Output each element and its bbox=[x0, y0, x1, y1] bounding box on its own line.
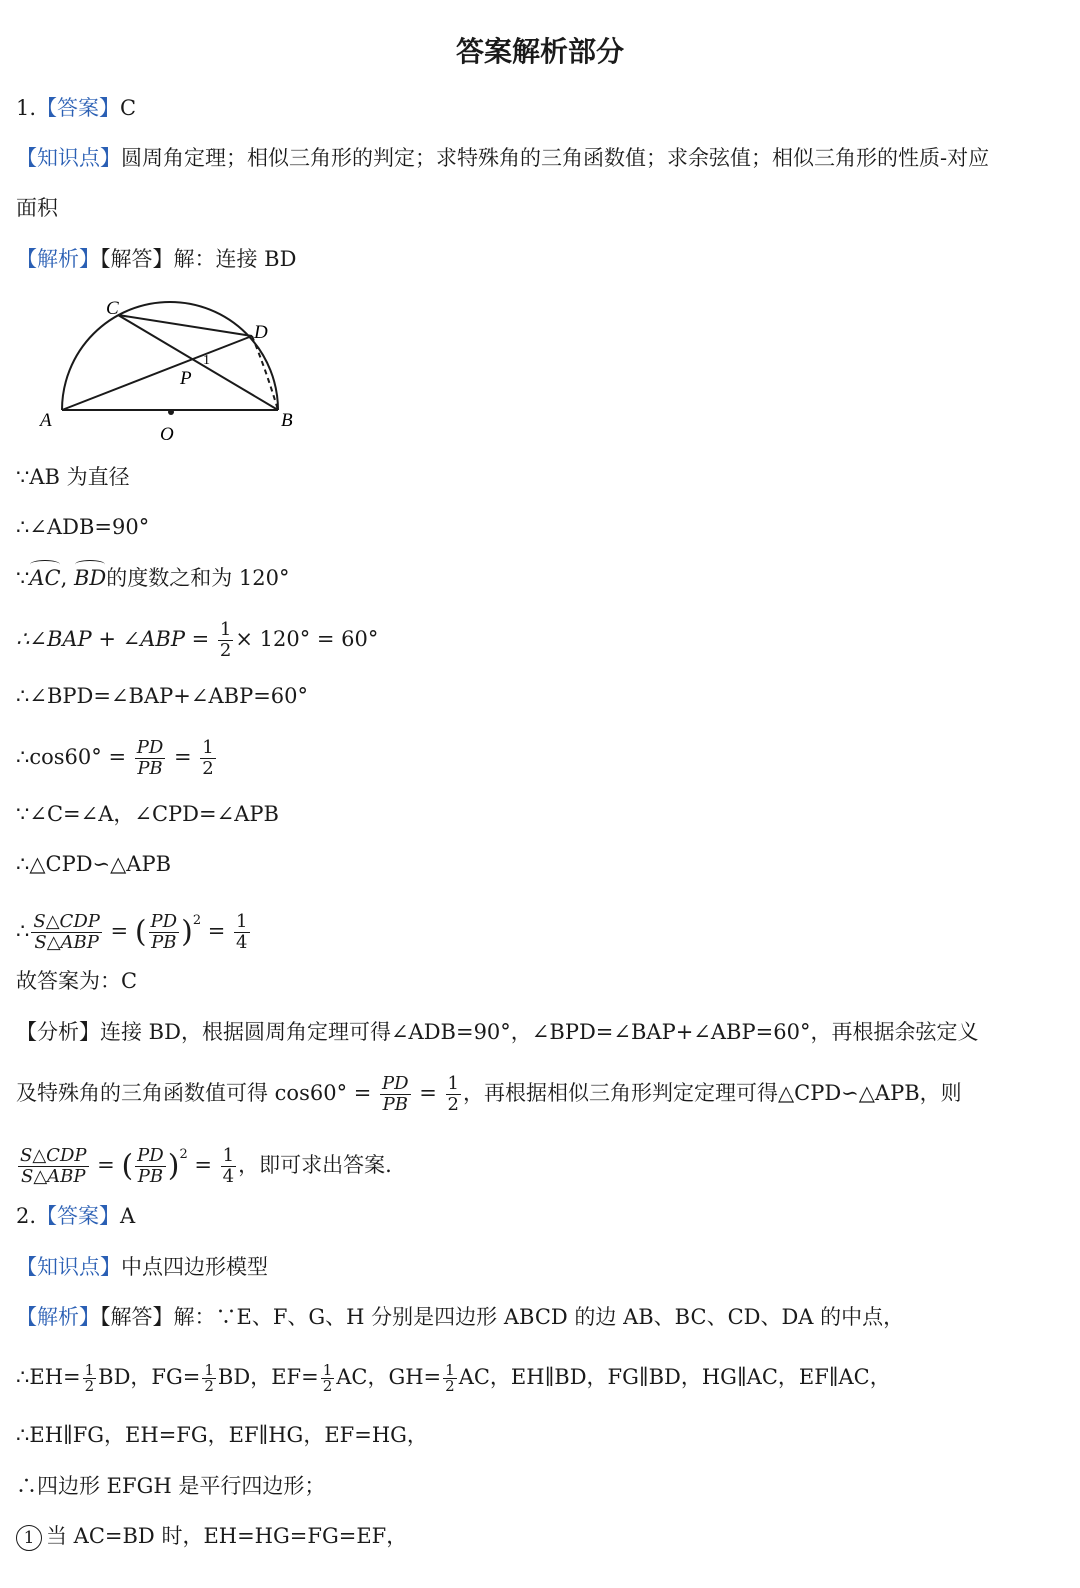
page-title: 答案解析部分 bbox=[455, 35, 624, 68]
solution-tag: 【解答】 bbox=[100, 1305, 174, 1329]
numerator: 1 bbox=[204, 1361, 214, 1379]
fenxi-text-1: 连接 BD，根据圆周角定理可得∠ADB=90°，∠BPD=∠BAP+∠ABP=60°，再根据余弦定义 bbox=[100, 1020, 979, 1044]
q1-knowledge-line bbox=[16, 143, 989, 173]
step-10: 故答案为：C bbox=[16, 969, 138, 993]
numerator: 1 bbox=[202, 737, 214, 758]
numerator: PD bbox=[136, 737, 164, 758]
q2-knowledge-line bbox=[16, 1252, 268, 1282]
fenxi-tag: 【分析】 bbox=[16, 1020, 100, 1044]
step-6 bbox=[16, 738, 218, 779]
analysis-tag: 【解析】 bbox=[16, 247, 100, 271]
dashed-bd bbox=[252, 336, 278, 410]
step-4-prefix: ∴∠BAP + ∠ABP = bbox=[16, 627, 216, 651]
numerator: PD bbox=[150, 911, 178, 932]
q2-step-2: ∴EH∥FG，EH=FG，EF∥HG，EF=HG， bbox=[16, 1423, 428, 1447]
exponent: 2 bbox=[179, 1147, 188, 1162]
label-d: D bbox=[254, 322, 268, 343]
fraction-half bbox=[321, 1363, 335, 1394]
numerator: S△CDP bbox=[33, 911, 100, 932]
step-9 bbox=[16, 906, 252, 953]
denominator: 2 bbox=[445, 1377, 455, 1395]
q2-answer-line bbox=[16, 1201, 135, 1231]
denominator: S△ABP bbox=[20, 1166, 86, 1187]
q1-knowledge-line-2: 面积 bbox=[16, 196, 58, 220]
denominator: PB bbox=[151, 932, 177, 953]
q2-knowledge-text: 中点四边形模型 bbox=[121, 1255, 268, 1279]
q1-analysis-line bbox=[16, 244, 296, 274]
numerator: 1 bbox=[222, 1145, 235, 1166]
numerator: S△CDP bbox=[20, 1145, 87, 1166]
text: AC，GH= bbox=[336, 1365, 442, 1389]
fenxi-text-3: ，即可求出答案. bbox=[238, 1153, 392, 1177]
equals: = bbox=[167, 745, 199, 769]
label-p: P bbox=[180, 368, 192, 389]
fraction-pd-pb bbox=[135, 738, 166, 779]
q2-analysis-text: 解：∵E、F、G、H 分别是四边形 ABCD 的边 AB、BC、CD、DA 的中点， bbox=[173, 1305, 905, 1329]
step-2: ∴∠ADB=90° bbox=[16, 515, 150, 539]
fenxi-text-2b: ，再根据相似三角形判定定理可得△CPD∽△APB，则 bbox=[462, 1081, 962, 1105]
label-b: B bbox=[281, 410, 293, 431]
fraction-pd-pb bbox=[149, 912, 180, 953]
circled-number-1: 1 bbox=[16, 1525, 42, 1551]
denominator: 4 bbox=[236, 932, 248, 953]
q1-answer: C bbox=[120, 96, 137, 120]
denominator: PB bbox=[137, 1166, 164, 1187]
chord-ad bbox=[62, 336, 252, 410]
denominator: PB bbox=[382, 1094, 408, 1115]
solution-tag: 【解答】 bbox=[100, 247, 174, 271]
step-3-sep: , bbox=[60, 566, 74, 590]
fenxi-line-3 bbox=[16, 1140, 392, 1187]
label-a: A bbox=[40, 410, 52, 431]
step-3 bbox=[16, 563, 290, 593]
step-4-text: × 120° = 60° bbox=[235, 627, 379, 651]
equals: = bbox=[103, 919, 135, 943]
q1-answer-line bbox=[16, 93, 136, 123]
numerator: 1 bbox=[445, 1361, 455, 1379]
fraction-area-ratio bbox=[18, 1146, 89, 1187]
step-8: ∴△CPD∽△APB bbox=[16, 852, 172, 876]
equals: = bbox=[412, 1081, 444, 1105]
q1-knowledge-text: 圆周角定理；相似三角形的判定；求特殊角的三角函数值；求余弦值；相似三角形的性质-对应 bbox=[121, 146, 990, 170]
label-o: O bbox=[160, 424, 174, 444]
numerator: 1 bbox=[447, 1073, 459, 1094]
fraction-half bbox=[443, 1363, 457, 1394]
equals: = bbox=[187, 1153, 219, 1177]
numerator: PD bbox=[137, 1145, 164, 1166]
step-9-prefix: ∴ bbox=[16, 919, 30, 943]
fraction-pd-pb bbox=[380, 1074, 411, 1115]
denominator: S△ABP bbox=[34, 932, 99, 953]
arc-ac: AC bbox=[29, 563, 60, 593]
step-3-text: 的度数之和为 120° bbox=[106, 566, 290, 590]
text: BD，FG= bbox=[98, 1365, 201, 1389]
denominator: 2 bbox=[219, 640, 232, 661]
fraction-area-ratio bbox=[31, 912, 102, 953]
fraction-quarter bbox=[234, 912, 249, 953]
numerator: 1 bbox=[322, 1361, 333, 1379]
equals: = bbox=[90, 1153, 122, 1177]
denominator: PB bbox=[137, 758, 163, 779]
q2-step-3: ∴四边形 EFGH 是平行四边形； bbox=[16, 1474, 326, 1498]
fraction-half bbox=[200, 738, 215, 779]
right-paren: ) bbox=[181, 914, 193, 950]
semicircle-figure bbox=[30, 292, 320, 444]
answer-tag: 【答案】 bbox=[36, 1204, 121, 1228]
label-c: C bbox=[106, 298, 119, 319]
fraction-half bbox=[218, 620, 233, 661]
semicircle-arc bbox=[62, 302, 278, 410]
fraction-quarter bbox=[221, 1146, 236, 1187]
fraction-half bbox=[83, 1363, 97, 1394]
fraction-pd-pb bbox=[135, 1146, 166, 1187]
denominator: 2 bbox=[322, 1377, 333, 1395]
denominator: 2 bbox=[204, 1377, 214, 1395]
knowledge-tag: 【知识点】 bbox=[16, 1255, 121, 1279]
q1-number: 1. bbox=[16, 96, 37, 120]
text: ∴EH= bbox=[16, 1365, 81, 1389]
q2-answer: A bbox=[120, 1204, 136, 1228]
q2-step-4-text: 当 AC=BD 时，EH=HG=FG=EF， bbox=[46, 1524, 408, 1548]
chord-cd bbox=[118, 315, 252, 336]
fenxi-line-1 bbox=[16, 1017, 978, 1047]
left-paren: ( bbox=[134, 914, 147, 950]
analysis-tag: 【解析】 bbox=[16, 1305, 100, 1329]
q1-analysis-text: 解：连接 BD bbox=[173, 247, 297, 271]
q2-analysis-line bbox=[16, 1302, 904, 1332]
step-3-prefix: ∵ bbox=[16, 566, 30, 590]
label-1: 1 bbox=[203, 353, 210, 368]
q2-number: 2. bbox=[16, 1204, 37, 1228]
exponent: 2 bbox=[192, 913, 202, 928]
center-point bbox=[168, 409, 174, 415]
numerator: 1 bbox=[219, 619, 232, 640]
step-7: ∵∠C=∠A，∠CPD=∠APB bbox=[16, 802, 279, 826]
arc-bd: BD bbox=[74, 563, 106, 593]
fraction-half bbox=[202, 1363, 216, 1394]
q2-step-1 bbox=[16, 1362, 891, 1394]
denominator: 2 bbox=[447, 1094, 459, 1115]
text: BD，EF= bbox=[217, 1365, 319, 1389]
numerator: 1 bbox=[84, 1361, 95, 1379]
q2-step-4 bbox=[16, 1521, 407, 1551]
right-paren: ) bbox=[167, 1148, 180, 1184]
left-paren: ( bbox=[121, 1148, 134, 1184]
denominator: 4 bbox=[222, 1166, 235, 1187]
fenxi-line-2 bbox=[16, 1074, 962, 1115]
numerator: PD bbox=[382, 1073, 409, 1094]
answer-tag: 【答案】 bbox=[36, 96, 121, 120]
step-5: ∴∠BPD=∠BAP+∠ABP=60° bbox=[16, 684, 309, 708]
fenxi-text-2: 及特殊角的三角函数值可得 cos60° = bbox=[16, 1081, 379, 1105]
fraction-half bbox=[446, 1074, 461, 1115]
step-1: ∵AB 为直径 bbox=[16, 465, 130, 489]
denominator: 2 bbox=[84, 1377, 95, 1395]
denominator: 2 bbox=[202, 758, 214, 779]
numerator: 1 bbox=[236, 911, 248, 932]
step-6-prefix: ∴cos60° = bbox=[16, 745, 133, 769]
knowledge-tag: 【知识点】 bbox=[16, 146, 121, 170]
text: AC，EH∥BD，FG∥BD，HG∥AC，EF∥AC， bbox=[458, 1365, 891, 1389]
equals: = bbox=[201, 919, 233, 943]
step-4 bbox=[16, 620, 378, 661]
